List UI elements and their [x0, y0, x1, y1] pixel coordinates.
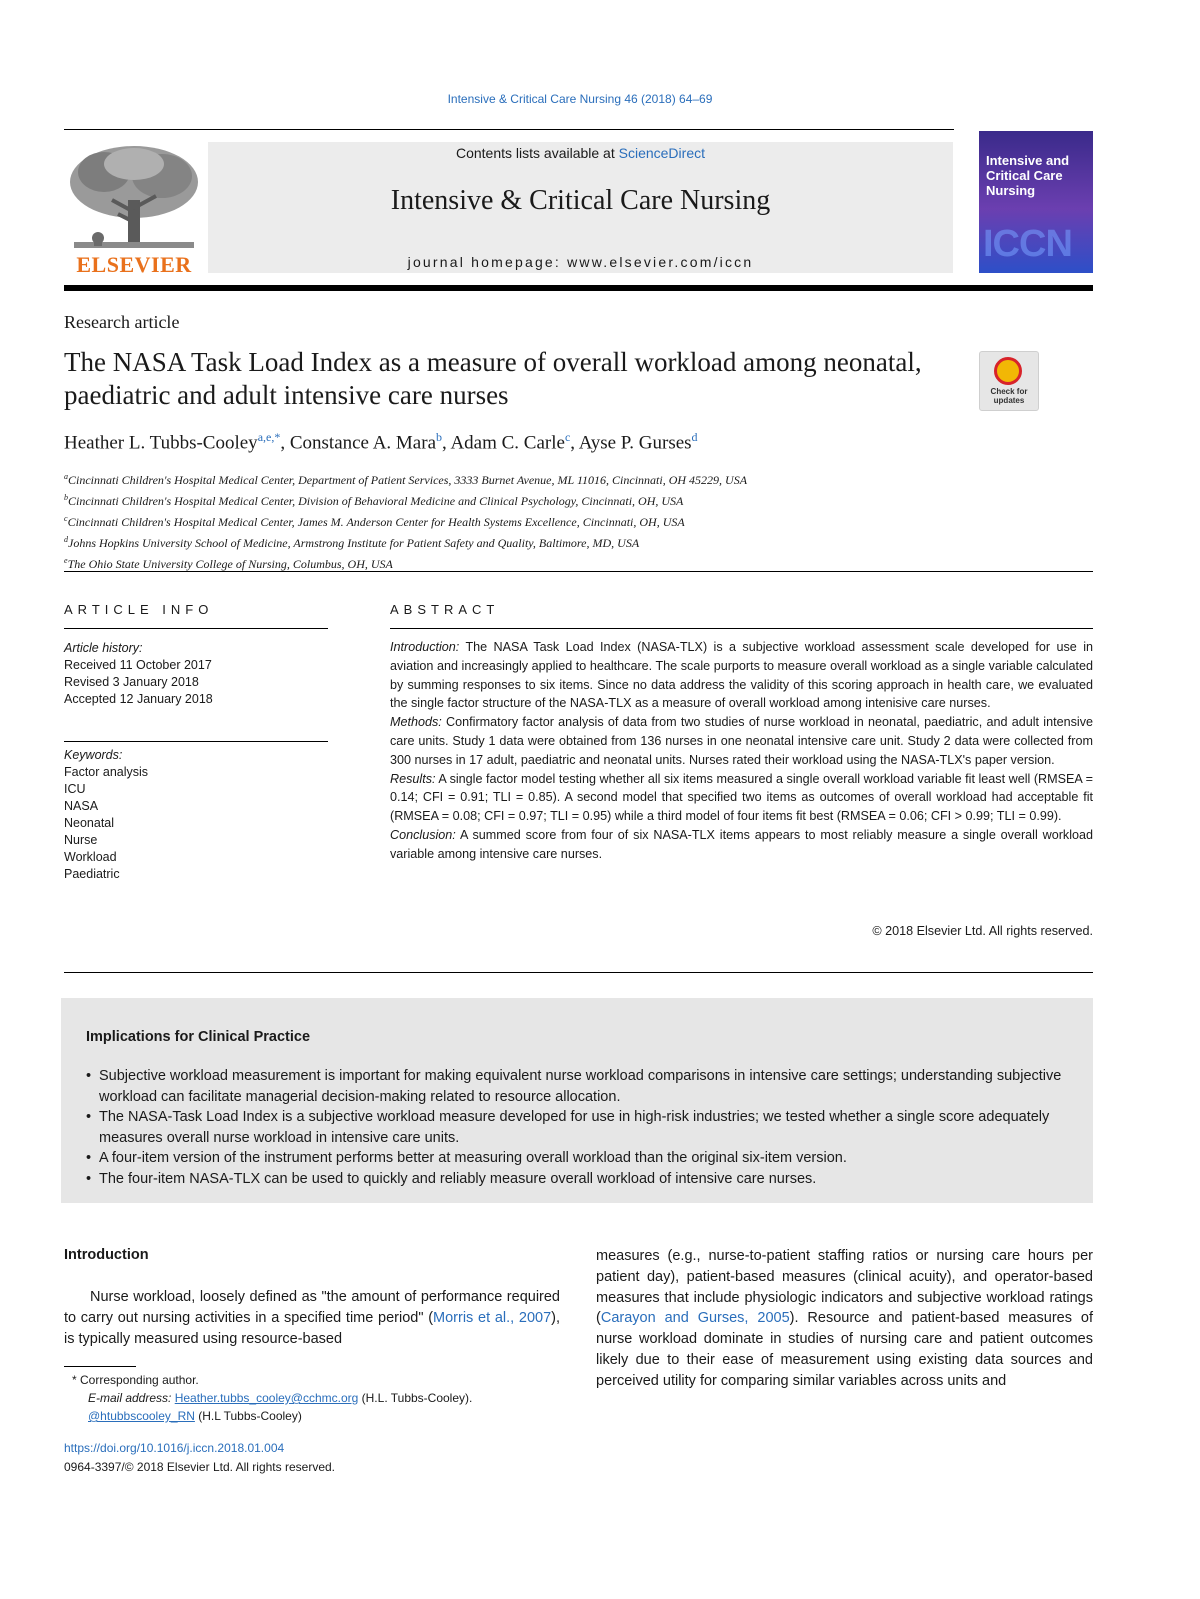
- keyword: Factor analysis: [64, 765, 149, 779]
- doi-link[interactable]: https://doi.org/10.1016/j.iccn.2018.01.004: [64, 1441, 285, 1455]
- author-affiliation-marker[interactable]: d: [691, 430, 698, 444]
- footnote-text: Corresponding author.: [80, 1373, 199, 1387]
- affiliation-text: The Ohio State University College of Nursing, Columbus, OH, USA: [67, 557, 393, 571]
- abstract-introduction: [390, 638, 1093, 713]
- list-item: • Subjective workload measurement is important for making equivalent nurse workload comparisons in intensive care settings; understanding subjective workload can facilitate managerial decision-making related to resource allocation.: [86, 1066, 1076, 1107]
- author-separator: ,: [570, 432, 579, 454]
- crossmark-label: Check for updates: [990, 387, 1028, 405]
- affiliation-text: Johns Hopkins University School of Medicine, Armstrong Institute for Patient Safety and Quality, Baltimore, MD, USA: [68, 536, 640, 550]
- cover-initials: ICCN: [983, 223, 1072, 265]
- footnote-rule: [64, 1366, 136, 1367]
- cover-title: Intensive and Critical Care Nursing: [986, 153, 1070, 198]
- contents-line: [208, 145, 953, 161]
- homepage-prefix: journal homepage:: [407, 254, 568, 270]
- text-run: Nurse workload, loosely defined as "the amount of performance required to carry out nursing activities in a specified time period" (: [64, 1289, 560, 1326]
- author-list: [64, 430, 698, 454]
- article-info-rule: [64, 628, 328, 629]
- abstract-conclusion: [390, 826, 1093, 864]
- section-label: Methods:: [390, 715, 442, 730]
- introduction-heading: Introduction: [64, 1247, 149, 1263]
- keywords-label: Keywords:: [64, 748, 123, 762]
- affiliation-text: Cincinnati Children's Hospital Medical Center, Division of Behavioral Medicine and Clinical Psychology, Cincinnati, OH, USA: [68, 494, 684, 508]
- history-accepted: Accepted 12 January 2018: [64, 692, 213, 706]
- abstract-body: [390, 638, 1093, 864]
- journal-cover[interactable]: [979, 131, 1093, 273]
- author-affiliation-marker[interactable]: a,e,*: [257, 430, 281, 444]
- homepage-link[interactable]: www.elsevier.com/iccn: [567, 254, 754, 270]
- publisher-name: ELSEVIER: [76, 252, 192, 277]
- affiliation-item: [64, 468, 964, 489]
- header-thick-rule: [64, 285, 1093, 291]
- crossmark-button[interactable]: [979, 351, 1039, 411]
- section-label: Introduction:: [390, 640, 460, 654]
- header-rule: [64, 129, 954, 130]
- section-rule: [64, 972, 1093, 973]
- issn-line: 0964-3397/© 2018 Elsevier Ltd. All rights reserved.: [64, 1460, 335, 1474]
- affiliation-item: [64, 531, 964, 552]
- abstract-heading: ABSTRACT: [390, 602, 500, 617]
- keyword: Workload: [64, 850, 117, 864]
- text-run: ), is typically measured using resource-based: [64, 1309, 560, 1347]
- affiliations: [64, 468, 964, 573]
- author-separator: ,: [280, 432, 290, 454]
- twitter-link[interactable]: @htubbscooley_RN: [88, 1409, 195, 1423]
- keyword: Nurse: [64, 833, 98, 847]
- keyword: Paediatric: [64, 867, 120, 881]
- article-info-heading: ARTICLE INFO: [64, 602, 214, 617]
- affiliation-text: Cincinnati Children's Hospital Medical Center, Department of Patient Services, 3333 Burnet Avenue, ML 11016, Cincinnati, OH 45229, USA: [68, 473, 748, 487]
- email-footnote: [64, 1389, 560, 1407]
- journal-homepage: [208, 254, 953, 270]
- section-rule: [64, 571, 1093, 572]
- twitter-footnote: [64, 1407, 560, 1425]
- article-type: Research article: [64, 312, 180, 332]
- keywords: [64, 747, 328, 883]
- section-text: The NASA Task Load Index (NASA-TLX) is a subjective workload assessment scale developed for use in aviation and increasingly applied to healthcare. The scale purports to measure overall workload as a single variable calculated by summing responses to six items. Since no data address the validity of this scoring approach in health care, we evaluated the single factor structure of the NASA-TLX as a measure of overall workload among intenisive care nurses.: [390, 640, 1093, 711]
- abstract-results: [390, 770, 1093, 826]
- introduction-paragraph-right: [596, 1246, 1093, 1392]
- keywords-rule: [64, 741, 328, 742]
- section-label: Results:: [390, 771, 436, 786]
- affiliation-marker: a: [64, 472, 68, 481]
- affiliation-marker: b: [64, 493, 68, 502]
- affiliation-marker: e: [64, 556, 68, 565]
- affiliation-text: Cincinnati Children's Hospital Medical Center, James M. Anderson Center for Health Systems Excellence, Cincinnati, OH, USA: [67, 515, 685, 529]
- journal-citation[interactable]: Intensive & Critical Care Nursing 46 (2018) 64–69: [447, 92, 713, 106]
- citation-link-morris[interactable]: Morris et al., 2007: [433, 1309, 552, 1326]
- list-item: • The four-item NASA-TLX can be used to quickly and reliably measure overall workload of intensive care nurses.: [86, 1169, 1076, 1190]
- affiliation-item: [64, 510, 964, 531]
- abstract-copyright: © 2018 Elsevier Ltd. All rights reserved.: [872, 924, 1093, 938]
- author-name: Ayse P. Gurses: [578, 432, 692, 454]
- citation-link-carayon[interactable]: Carayon and Gurses, 2005: [600, 1310, 790, 1327]
- footnotes: [64, 1371, 560, 1425]
- author-separator: ,: [442, 432, 451, 454]
- keyword: Neonatal: [64, 816, 115, 830]
- text-run: measures (e.g., nurse-to-patient staffing ratios or nursing care hours per patient day), patient-based measures (clinical acuity), and operator-based measures that include physiologic indicators and subjective workload ratings (: [596, 1248, 1093, 1327]
- sciencedirect-link[interactable]: ScienceDirect: [618, 145, 705, 161]
- author-name: Heather L. Tubbs-Cooley: [64, 432, 258, 454]
- abstract-methods: [390, 713, 1093, 769]
- abstract-rule: [390, 628, 1093, 629]
- author-name: Adam C. Carle: [450, 432, 565, 454]
- contents-prefix: Contents lists available at: [455, 145, 619, 161]
- keyword: NASA: [64, 799, 99, 813]
- affiliation-item: [64, 489, 964, 510]
- author-affiliation-marker[interactable]: b: [436, 430, 442, 444]
- author-affiliation-marker[interactable]: c: [564, 430, 571, 444]
- corresponding-footnote: [64, 1371, 560, 1389]
- article-title: The NASA Task Load Index as a measure of overall workload among neonatal, paediatric and adult intensive care nurses: [64, 347, 922, 410]
- history-revised: Revised 3 January 2018: [64, 675, 199, 689]
- affiliation-marker: c: [64, 514, 68, 523]
- crossmark-icon: [994, 357, 1022, 385]
- introduction-paragraph-left: [64, 1287, 560, 1349]
- implications-list: [86, 1066, 1076, 1189]
- section-label: Conclusion:: [390, 827, 456, 842]
- asterisk-marker: *: [72, 1373, 81, 1387]
- email-label: E-mail address:: [88, 1391, 175, 1405]
- affiliation-item: [64, 552, 964, 573]
- journal-name: Intensive & Critical Care Nursing: [390, 185, 771, 216]
- email-link[interactable]: Heather.tubbs_cooley@cchmc.org: [174, 1391, 359, 1405]
- list-item: • The NASA-Task Load Index is a subjective workload measure developed for use in high-risk industries; we tested whether a single score adequately measures overall nurse workload in intensive care units.: [86, 1107, 1076, 1148]
- elsevier-logo: [64, 142, 204, 277]
- keyword: ICU: [64, 782, 86, 796]
- section-text: A single factor model testing whether all six items measured a single overall workload variable fit least well (RMSEA = 0.14; CFI = 0.91; TLI = 0.85). A second model that specified two items as outcomes of overall workload had acceptable fit (RMSEA = 0.08; CFI = 0.97; TLI = 0.95) while a third model of four items fit best (RMSEA = 0.06; CFI > 0.99; TLI = 0.99).: [390, 771, 1093, 824]
- implications-title: Implications for Clinical Practice: [86, 1029, 311, 1045]
- article-history: [64, 640, 328, 708]
- history-label: Article history:: [64, 641, 143, 655]
- affiliation-marker: d: [64, 535, 68, 544]
- section-text: Confirmatory factor analysis of data from two studies of nurse workload in neonatal, paediatric, and adult intensive care units. Study 1 data were obtained from 136 nurses in one neonatal intensive care unit. Study 2 data were collected from 300 nurses in 17 adult, paediatric and neonatal units. Nurses rated their workload using the NASA-TLX's paper version.: [390, 715, 1093, 767]
- section-text: A summed score from four of six NASA-TLX items appears to most reliably measure a single overall workload variable among intensive care nurses.: [390, 827, 1093, 861]
- history-received: Received 11 October 2017: [64, 658, 212, 672]
- author-name: Constance A. Mara: [289, 432, 436, 454]
- twitter-owner: (H.L Tubbs-Cooley): [194, 1409, 302, 1423]
- text-run: ). Resource and patient-based measures of nurse workload dominate in studies of nursing care and patient outcomes likely due to their ease of measurement using existing data sources and perceived utility for comparing similar variables across units and: [596, 1310, 1093, 1389]
- list-item: • A four-item version of the instrument performs better at measuring overall workload than the original six-item version.: [86, 1148, 1076, 1169]
- email-owner: (H.L. Tubbs-Cooley).: [358, 1391, 473, 1405]
